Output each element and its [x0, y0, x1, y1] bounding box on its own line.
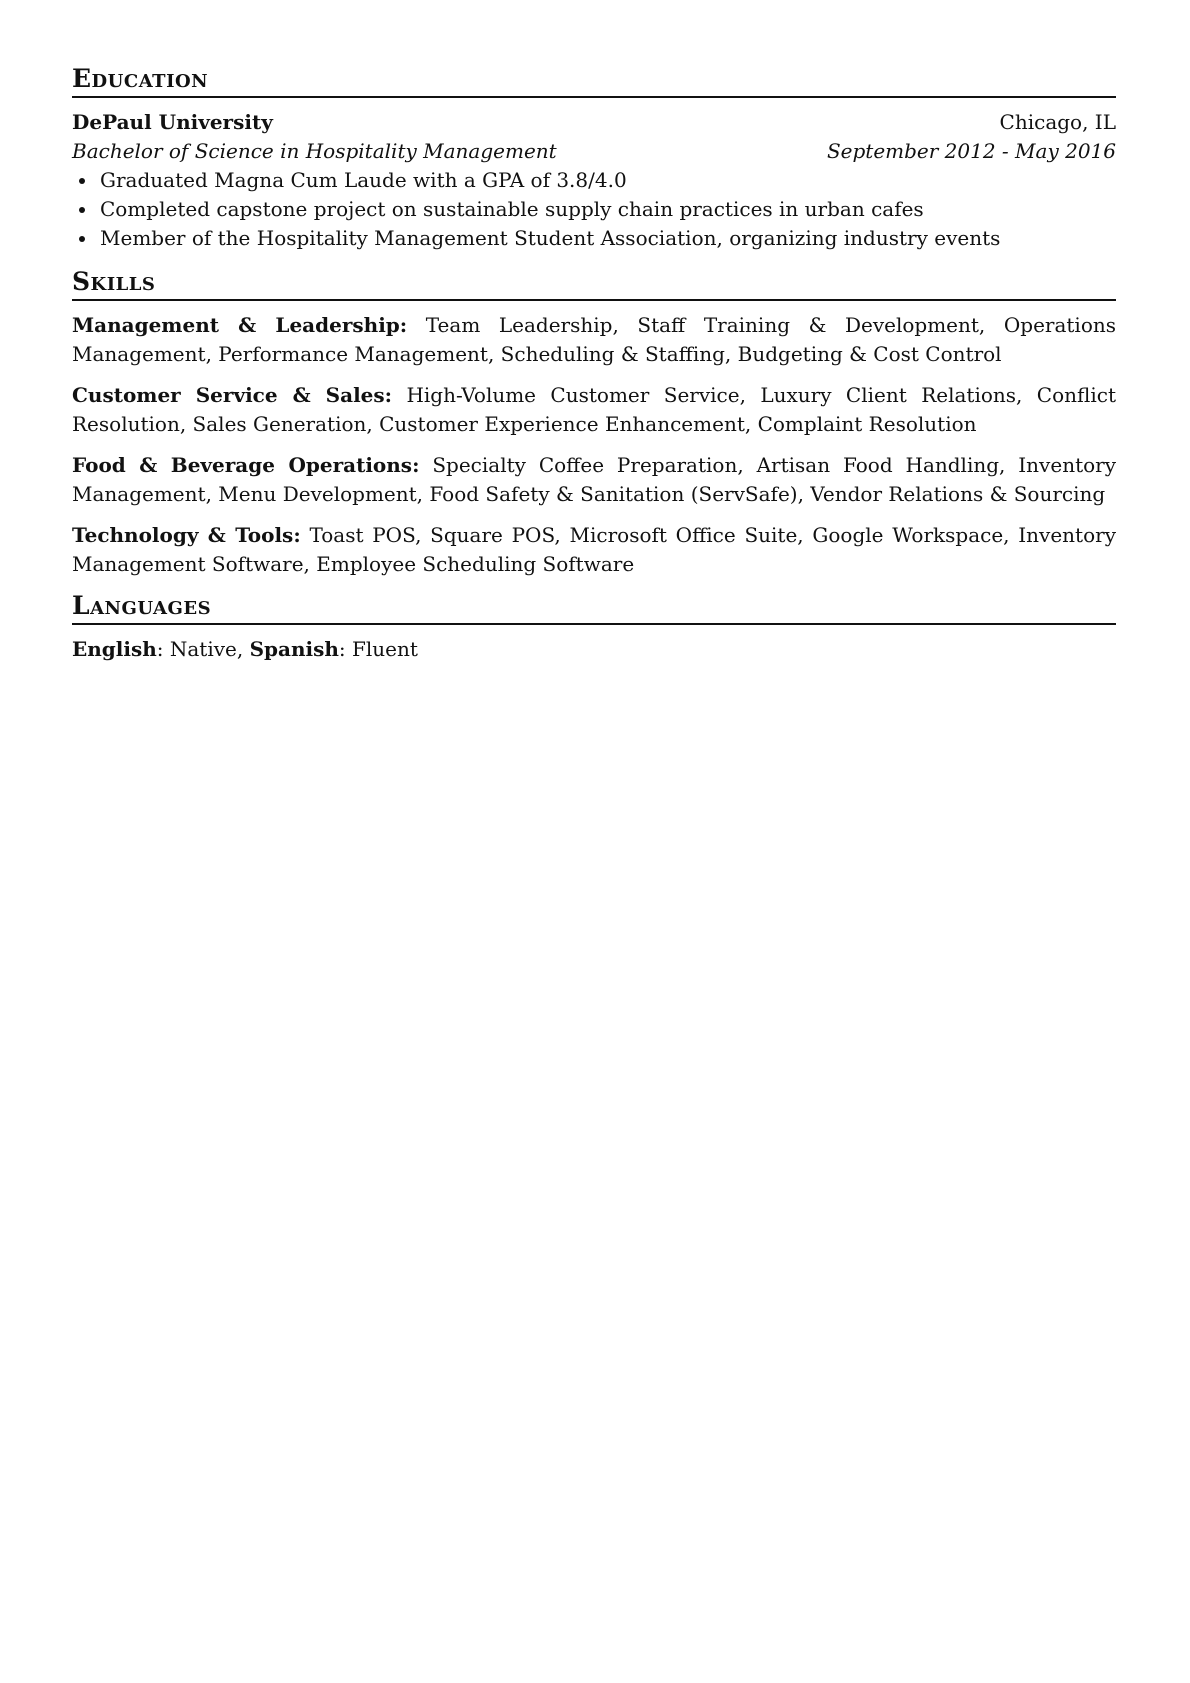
languages-line	[72, 635, 1116, 664]
skills-divider	[72, 299, 1116, 301]
languages-section	[72, 591, 1116, 664]
skill-label: Food & Beverage Operations:	[72, 453, 420, 477]
language-name: Spanish	[249, 637, 339, 661]
languages-divider	[72, 623, 1116, 625]
education-bullet-text: Graduated Magna Cum Laude with a GPA of 3.8/4.0	[100, 168, 627, 192]
languages-heading: Languages	[72, 591, 212, 620]
language-separator: :	[338, 637, 353, 661]
language-level: Fluent	[352, 637, 418, 661]
resume-page	[72, 64, 1116, 664]
skill-customer-service	[72, 381, 1116, 439]
education-section	[72, 64, 1116, 253]
skill-label: Management & Leadership:	[72, 313, 408, 337]
skill-text: Team Leadership, Staff Training & Development, Operations Management, Performance Management, Scheduling & Staffing, Budgeting & Cost Control	[72, 313, 1117, 366]
skill-label: Technology & Tools:	[72, 523, 301, 547]
education-degree-row	[72, 137, 1116, 166]
bullet-icon	[79, 178, 85, 184]
education-divider	[72, 96, 1116, 98]
degree-dates: September 2012 - May 2016	[826, 139, 1116, 163]
language-separator: :	[156, 637, 170, 661]
skills-section	[72, 267, 1116, 579]
degree-name: Bachelor of Science in Hospitality Management	[72, 139, 557, 163]
skill-text: Toast POS, Square POS, Microsoft Office Suite, Google Workspace, Inventory Management Software, Employee Scheduling Software	[72, 523, 1116, 576]
language-name: English	[72, 637, 157, 661]
school-name: DePaul University	[72, 110, 273, 134]
bullet-icon	[79, 207, 85, 213]
education-bullet	[100, 195, 1116, 224]
skill-management	[72, 311, 1116, 369]
skill-text: High-Volume Customer Service, Luxury Client Relations, Conflict Resolution, Sales Generation, Customer Experience Enhancement, Complaint Resolution	[72, 383, 1117, 436]
skills-heading: Skills	[72, 267, 156, 296]
skill-text: Specialty Coffee Preparation, Artisan Food Handling, Inventory Management, Menu Development, Food Safety & Sanitation (ServSafe), Vendor Relations & Sourcing	[72, 453, 1117, 506]
skill-technology	[72, 521, 1116, 579]
language-level: Native	[169, 637, 237, 661]
school-location: Chicago, IL	[999, 110, 1116, 134]
skill-food-beverage	[72, 451, 1116, 509]
education-bullet	[100, 166, 1116, 195]
education-bullet-list	[72, 166, 1116, 253]
bullet-icon	[79, 236, 85, 242]
education-bullet-text: Member of the Hospitality Management Student Association, organizing industry events	[100, 226, 1001, 250]
education-heading: Education	[72, 64, 209, 93]
skill-label: Customer Service & Sales:	[72, 383, 393, 407]
language-comma: ,	[236, 637, 250, 661]
education-school-row	[72, 108, 1116, 137]
education-bullet-text: Completed capstone project on sustainable supply chain practices in urban cafes	[100, 197, 924, 221]
education-bullet	[100, 224, 1116, 253]
